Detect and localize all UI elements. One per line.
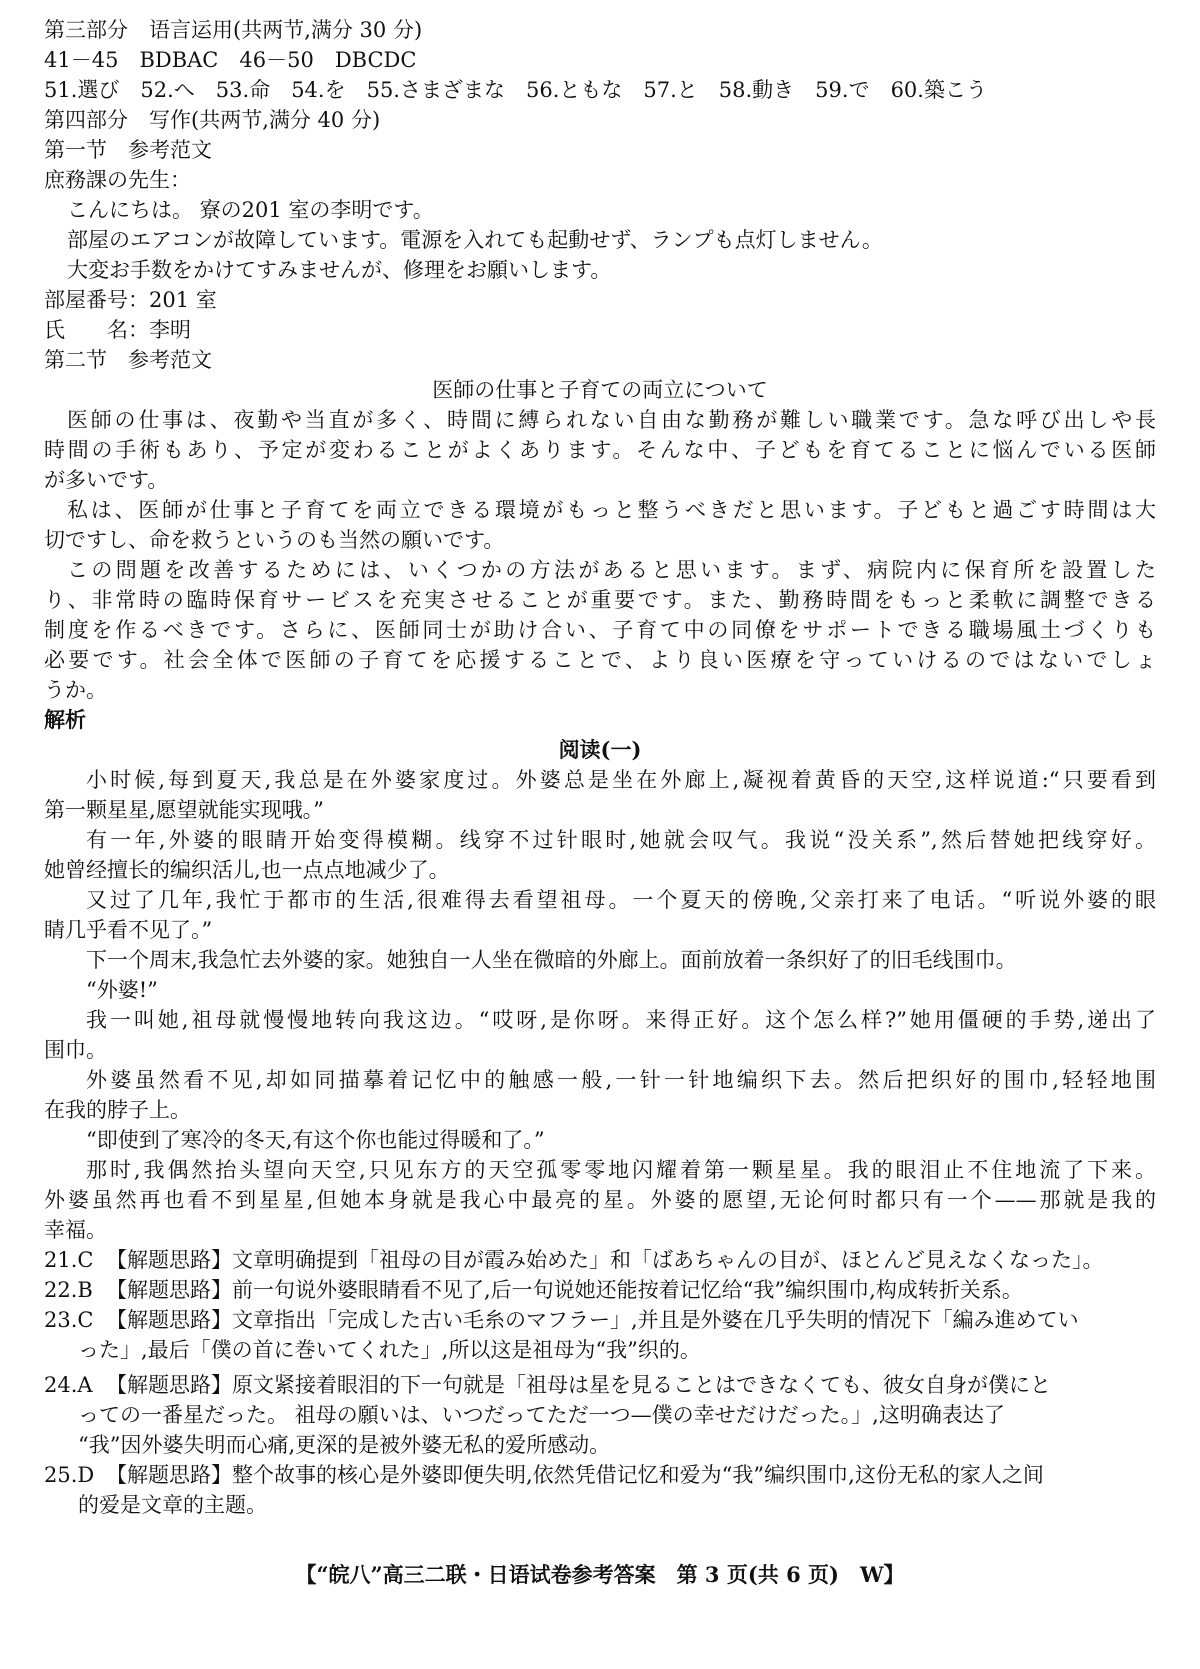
- story-line: 有一年,外婆的眼睛开始变得模糊。线穿不过针眼时,她就会叹气。我说“没关系”,然后替她把线穿好。: [86, 828, 1156, 852]
- answer-explanation: 【解题思路】整个故事的核心是外婆即便失明,依然凭借记忆和爱为“我”编织围巾,这份无私的家人之间: [106, 1463, 1044, 1487]
- answer-number: 22.B: [44, 1278, 93, 1302]
- answer-25: [44, 1460, 1156, 1490]
- answer-explanation: “我”因外婆失明而心痛,更深的是被外婆无私的爱所感动。: [78, 1433, 611, 1457]
- answer-explanation: 的爱是文章的主题。: [78, 1493, 267, 1517]
- essay-line: 私は、医師が仕事と子育てを両立できる環境がもっと整うべきだと思います。子どもと過ごす時間は大: [67, 498, 1156, 522]
- story-line: 又过了几年,我忙于都市的生活,很难得去看望祖母。一个夏天的傍晚,父亲打来了电话。“听说外婆的眼: [86, 888, 1156, 912]
- letter-name: 氏 名：李明: [44, 318, 191, 342]
- story-line: 睛几乎看不见了。”: [44, 918, 213, 942]
- answer-explanation: 【解题思路】文章指出「完成した古い毛糸のマフラー」,并且是外婆在几乎失明的情况下「編み進めてい: [106, 1308, 1079, 1332]
- answer-21: [44, 1245, 1156, 1275]
- page-footer: 【“皖八”高三二联・日语试卷参考答案 第 3 页(共 6 页) W】: [295, 1562, 905, 1587]
- essay-line: り、非常時の臨時保育サービスを充実させることが重要です。また、勤務時間をもっと柔軟に調整できる: [44, 588, 1156, 612]
- story-line: 那时,我偶然抬头望向天空,只见东方的天空孤零零地闪耀着第一颗星星。我的眼泪止不住地流了下来。: [86, 1158, 1156, 1182]
- essay-line: 必要です。社会全体で医師の子育てを応援することで、より良い医療を守っていけるのではないでしょ: [44, 648, 1156, 672]
- essay-line: この問題を改善するためには、いくつかの方法があると思います。まず、病院内に保育所を設置した: [67, 558, 1156, 582]
- story-line: 围巾。: [44, 1038, 107, 1062]
- essay-line: 時間の手術もあり、予定が変わることがよくあります。そんな中、子どもを育てることに悩んでいる医師: [44, 438, 1156, 462]
- story-line: 她曾经擅长的编织活儿,也一点点地减少了。: [44, 858, 450, 882]
- answer-explanation: 【解题思路】前一句说外婆眼睛看不见了,后一句说她还能按着记忆给“我”编织围巾,构成转折关系。: [106, 1278, 1023, 1302]
- answer-number: 21.C: [44, 1248, 94, 1272]
- letter-room-number: 部屋番号：201 室: [44, 288, 217, 312]
- letter-line-2: 部屋のエアコンが故障しています。電源を入れても起動せず、ランプも点灯しません。: [67, 228, 883, 252]
- letter-line-1: こんにちは。 寮の201 室の李明です。: [67, 198, 434, 222]
- section3-answers-row1: 41－45 BDBAC 46－50 DBCDC: [44, 48, 417, 72]
- story-line: 我一叫她,祖母就慢慢地转向我这边。“哎呀,是你呀。来得正好。这个怎么样?”她用僵硬的手势,递出了: [86, 1008, 1156, 1032]
- story-line: 外婆虽然看不见,却如同描摹着记忆中的触感一般,一针一针地编织下去。然后把织好的围巾,轻轻地围: [86, 1068, 1156, 1092]
- story-line: 幸福。: [44, 1218, 107, 1242]
- answer-22: [44, 1275, 1156, 1305]
- story-line: “即使到了寒冷的冬天,有这个你也能过得暖和了。”: [86, 1128, 545, 1152]
- answer-number: 24.A: [44, 1373, 93, 1397]
- essay-line: 医師の仕事は、夜勤や当直が多く、時間に縛られない自由な勤務が難しい職業です。急な呼び出しや長: [67, 408, 1156, 432]
- letter-line-3: 大変お手数をかけてすみませんが、修理をお願いします。: [67, 258, 612, 282]
- letter-salutation: 庶務課の先生：: [44, 168, 191, 192]
- answer-explanation: っての一番星だった。 祖母の願いは、いつだってただ一つ—僕の幸せだけだった。」,这明确表达了: [78, 1403, 1005, 1427]
- sec2-title: 第二节 参考范文: [44, 348, 212, 372]
- story-line: 在我的脖子上。: [44, 1098, 191, 1122]
- section3-answers-row2: 51.選び 52.へ 53.命 54.を 55.さまざまな 56.ともな 57.と 58.動き 59.で 60.築こう: [44, 78, 987, 102]
- sec1-title: 第一节 参考范文: [44, 138, 212, 162]
- answer-explanation: 【解题思路】文章明确提到「祖母の目が霞み始めた」和「ばあちゃんの目が、ほとんど見えなくなった」。: [106, 1248, 1104, 1272]
- essay-line: 切ですし、命を救うというのも当然の願いです。: [44, 528, 505, 552]
- story-line: 小时候,每到夏天,我总是在外婆家度过。外婆总是坐在外廊上,凝视着黄昏的天空,这样说道:“只要看到: [86, 768, 1156, 792]
- story-line: 下一个周末,我急忙去外婆的家。她独自一人坐在微暗的外廊上。面前放着一条织好了的旧毛线围巾。: [86, 948, 1017, 972]
- story-line: “外婆!”: [86, 978, 158, 1002]
- answer-24: [44, 1370, 1156, 1400]
- section4-heading: 第四部分 写作(共两节,满分 40 分): [44, 108, 381, 132]
- reading-title: 阅读(一): [558, 737, 642, 762]
- story-line: 外婆虽然再也看不到星星,但她本身就是我心中最亮的星。外婆的愿望,无论何时都只有一个——那就是我的: [44, 1188, 1156, 1212]
- section3-heading: 第三部分 语言运用(共两节,满分 30 分): [44, 18, 423, 42]
- answer-explanation: 【解题思路】原文紧接着眼泪的下一句就是「祖母は星を見ることはできなくても、彼女自身が僕にと: [106, 1373, 1051, 1397]
- essay-line: うか。: [44, 678, 107, 702]
- essay-line: 制度を作るべきです。さらに、医師同士が助け合い、子育て中の同僚をサポートできる職場風土づくりも: [44, 618, 1156, 642]
- analysis-heading: 解析: [44, 707, 86, 732]
- answer-explanation: った」,最后「僕の首に巻いてくれた」,所以这是祖母为“我”织的。: [78, 1338, 701, 1362]
- essay-line: が多いです。: [44, 468, 169, 492]
- story-line: 第一颗星星,愿望就能实现哦。”: [44, 798, 324, 822]
- answer-number: 25.D: [44, 1463, 95, 1487]
- answer-number: 23.C: [44, 1308, 94, 1332]
- answer-23: [44, 1305, 1156, 1335]
- essay-title: 医師の仕事と子育ての両立について: [432, 378, 768, 402]
